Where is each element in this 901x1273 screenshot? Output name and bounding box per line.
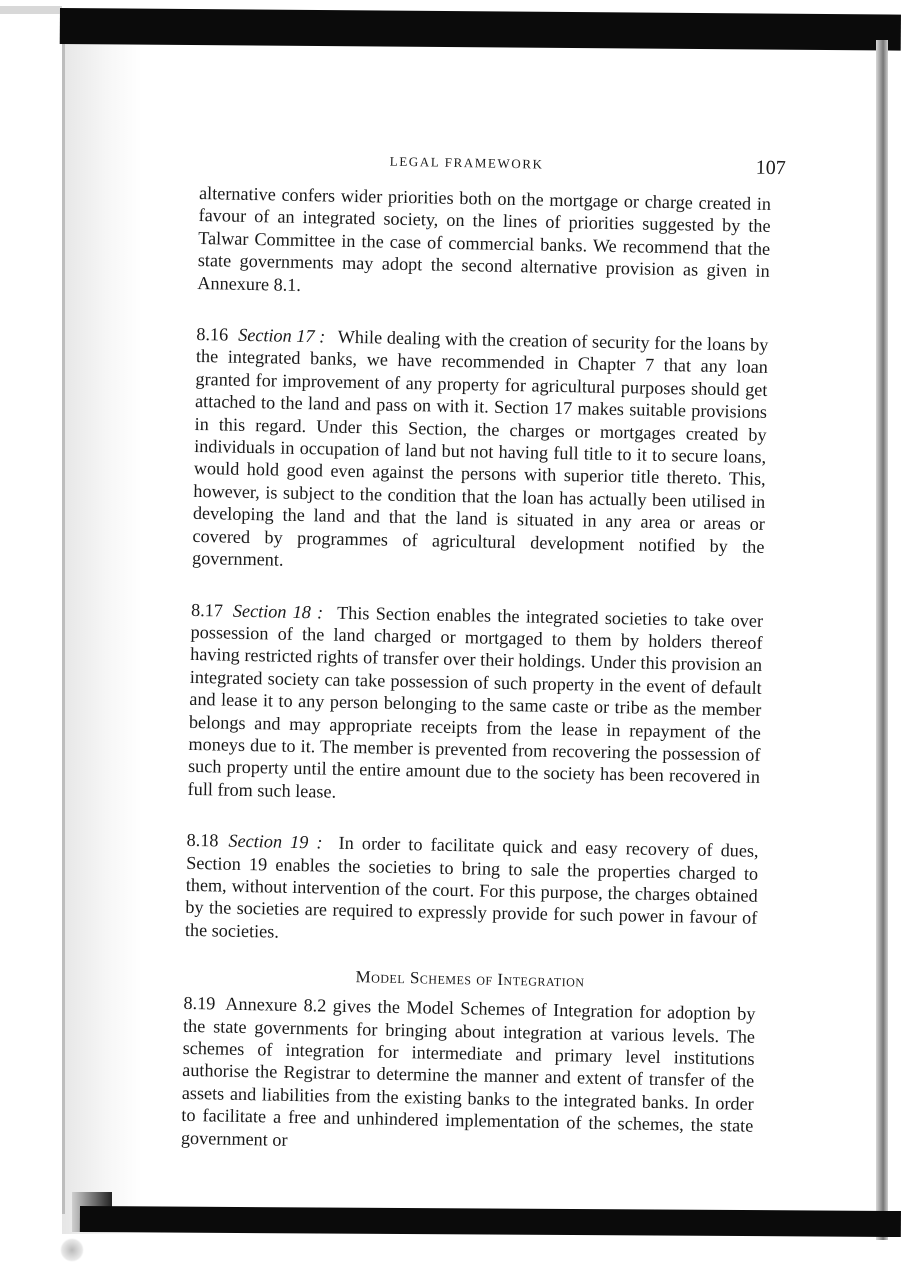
paragraph-number: 8.19 [183, 993, 216, 1014]
binding-shadow [62, 14, 142, 1234]
paragraph-8-16 [192, 323, 769, 580]
page-left-edge [62, 14, 65, 1214]
paragraph-number: 8.16 [196, 323, 229, 345]
scan-smudge [60, 1238, 84, 1262]
paragraph-number: 8.18 [186, 830, 219, 851]
page-number: 107 [755, 156, 786, 180]
paragraph-text: In order to facilitate quick and easy recovery of dues, Section 19 enables the societies to bring to sale the properties charged to them, without intervention of the court. For this purpose, the charges obtained by the societies are required to expressly provide for such power in favour of the societies. [184, 832, 759, 942]
paragraph-8-19 [181, 992, 756, 1160]
running-title: LEGAL FRAMEWORK [389, 153, 544, 172]
section-reference: Section 19 : [228, 830, 323, 853]
paragraph-text: This Section enables the integrated societies to take over possession of the land charged or mortgaged to them by holders thereof having restricted rights of transfer over their holdings. Under this provision an integrated society can take possession of such property in the event of default and lease it to any person belonging to the same caste or tribe as the member belongs and may appropriate receipts from the lease in repayment of the moneys due to it. The member is prevented from recovering the possession of such property until the entire amount due to the society has been recovered in full from such lease. [187, 602, 764, 802]
section-reference: Section 17 : [238, 324, 326, 347]
scan-bottom-border [80, 1206, 901, 1237]
paragraph-8-18 [185, 829, 759, 952]
section-reference: Section 18 : [232, 600, 324, 622]
paragraph-number: 8.17 [190, 599, 224, 621]
paragraph-text: alternative confers wider priorities both on the mortgage or charge created in favour of an integrated society, on the lines of priorities suggested by the Talwar Committee in the case of commercial banks. We recommend that the state governments may adopt the second alternative provision as given in Annexure 8.1. [197, 182, 772, 295]
paragraph-continued [197, 182, 771, 305]
scan-edge-gray [0, 6, 62, 14]
book-page [180, 146, 800, 1189]
page-right-edge [876, 40, 888, 1240]
paragraph-text: While dealing with the creation of security for the loans by the integrated banks, we have recommended in Chapter 7 that any loan granted for improvement of any property for agricultural purposes should get attached to the land and pass on with it. Section 17 makes suitable provisions in this regard. Under this Section, the charges or mortgages created by individuals in occupation of land but not having full title to it to secure loans, would hold good even against the persons with superior title thereto. This, however, is subject to the condition that the loan has actually been utilised in developing the land and that the land is situated in any area or areas or covered by programmes of agricultural development notified by the government. [191, 326, 769, 570]
scan-top-border [60, 8, 901, 51]
paragraph-8-17 [187, 598, 763, 811]
paragraph-text: Annexure 8.2 gives the Model Schemes of Integration for adoption by the state governments for bringing about integration at various levels. The schemes of integration for intermediate and primary level institutions authorise the Registrar to determine the manner and extent of transfer of the assets and liabilities from the existing banks to the integrated banks. In order to facilitate a free and unhindered implementation of the schemes, the state government or [180, 993, 756, 1150]
section-heading: Model Schemes of Integration [355, 967, 585, 991]
